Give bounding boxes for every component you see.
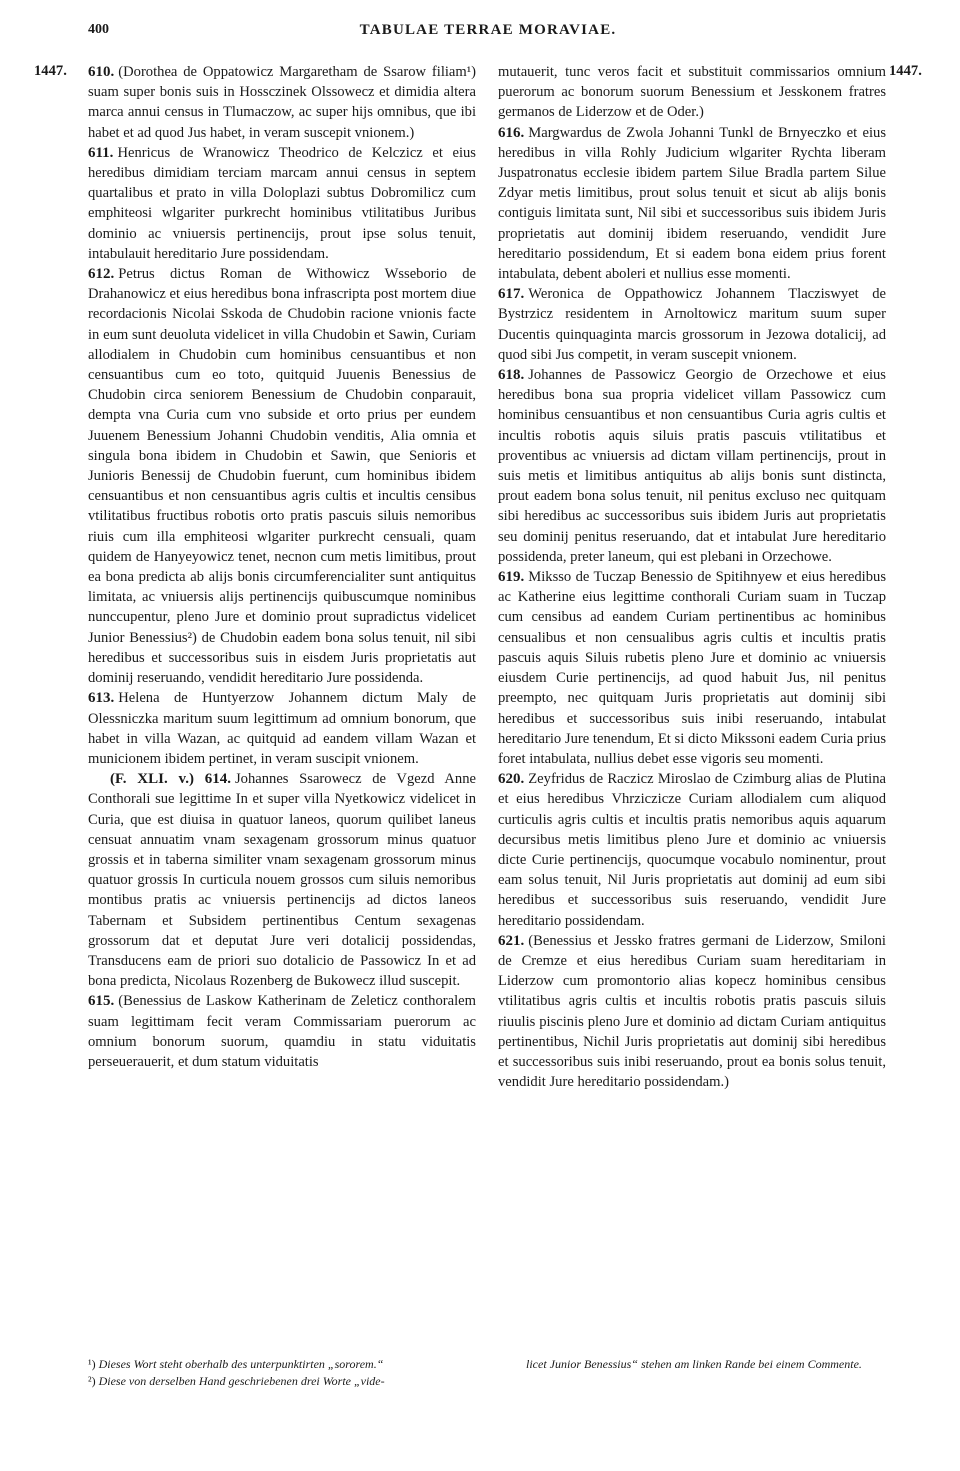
entry-text: mutauerit, tunc veros facit et substituit commissarios omnium puerorum ac bonorum suorum Benessium et Jesskonem fratres germanos de Liderzow et de Oder.)	[498, 64, 886, 121]
entry-text: (Benessius de Laskow Katherinam de Zeleticz conthoralem suam legittimam fecit veram Commissariam puerorum ac omnium bonorum suorum, quamdiu in statu viduitatis perseuerauerit, et dum statum viduitatis	[88, 993, 476, 1070]
entry-number: 612.	[88, 266, 115, 283]
entry-text: Johannes Ssarowecz de Vgezd Anne Conthorali sue legittime In et super villa Nyetkowicz videlicet in Curia, que est diuisa in quatuor laneos, quorum quilibet laneus censuat annuatim vnam sexagenam grossorum minus quatuor grossis et in taberna similiter vnam sexagenam grossorum minus quatuor grossis In curticula nouem grossos cum siluis nemoribus montibus pratis ac vniuersis pertinencijs ad dictos laneos Tabernam et Subsidem pertinentibus Centum sexagenas grossorum dat et deputat Jure veri dotalicij possidendas, Transducens eam de priori suo dotalicio de Passowicz In et ad bona predicta, Nicolaus Rozenberg de Bukowecz illud suscepit.	[88, 771, 476, 990]
footnote-2	[88, 1373, 476, 1390]
entry-text: (Dorothea de Oppatowicz Margaretham de Ssarow filiam¹) suam super bonis suis in Hossczinek Olssowecz et dimidia altera marca annui census in Tlumaczow, ac super hijs omnibus, que ibi habet et ad quod Jus habet, in veram suscepit vnionem.)	[88, 64, 476, 141]
entry-text: (Benessius et Jessko fratres germani de Liderzow, Smiloni de Cremze et eius heredibus Curiam suam hereditariam in Liderzow cum promontorio alias kopecz hominibus censibus vtilitatibus agris cultis et incultis robotis pratis pascuis siluis riuulis piscinis pleno Jure et dominio ad dictam Curiam antiquitus pertinentibus, Nichil Juris proprietatis aut dominij sibi heredibus et successoribus suis inibi reseruando, prout ea bonis solus tenuit, vendidit Jure hereditario possidendam.)	[498, 932, 886, 1091]
entry-text: Petrus dictus Roman de Withowicz Wsseborio de Drahanowicz et eius heredibus bona infrascripta post mortem diue recordacionis Nicolai Sskoda de Chudobin racione vnionis facte in eum sunt deuoluta videlicet in villa Chudobin et Sawin, Curiam allodialem in Chudobin cum hominibus censuantibus et non censuantibus cum eo toto, quitquid Juuenis Benessius de Chudobin circa seniorem Benessium de Chudobin conparauit, dempta vna Curia cum vno subside et orto prius per eundem Juuenem Benessium Johanni Chudobin venditis, Alia omnia et singula bona ibidem in Chudobin et Sawin, que Senioris et Junioris Benessij de Chudobin fuerunt, cum hominibus ibidem censuantibus et non censuantibus agris cultis et incultis censibus vtilitatibus fructibus robotis orto pratis pascuis siluis nemoribus riuis cum illa emphiteosi wlgariter purkrecht censuali, quam quidem de Hanyeyowicz tenet, necnon cum metis limitibus, prout ea bona predicta ab alijs bonis circumferencialiter sunt antiquitus limitata, ac vniuersis alijs pertinencijs quibuscumque nominibus nunccupentur, pleno Jure et dominio prout supradictus videlicet Junior Benessius²) de Chudobin eadem bona solus tenuit, nil sibi heredibus et successoribus suis in eisdem Juris proprietatis aut dominij reseruando, vendidit hereditario Jure possidenda.	[88, 266, 476, 687]
entry-613	[88, 688, 476, 769]
page-number: 400	[88, 22, 109, 37]
footnotes-left	[88, 1356, 476, 1390]
footnotes-right	[526, 1356, 886, 1373]
page-header	[88, 22, 888, 44]
entry-615	[88, 991, 476, 1072]
entry-text: Henricus de Wranowicz Theodrico de Kelczicz et eius heredibus dimidiam terciam marcam annui census in septem quartalibus et prato in villa Doloplazi subtus Dobromilicz cum emphiteosi wlgariter purkrecht hominibus vtilitatibus Juribus dominio ac vniuersis pertinencijs, prout ipse solus tenuit, intabulauit hereditario Jure possidendam.	[88, 144, 476, 262]
entry-text: Helena de Huntyerzow Johannem dictum Maly de Olessniczka maritum suum legittimum ad omnium bonorum, que habet in villa Wazan, ac quitquid ad eandem villam Wazan et municionem ibidem pertinet, in veram suscipit vnionem.	[88, 690, 476, 767]
entry-text: Margwardus de Zwola Johanni Tunkl de Brnyeczko et eius heredibus in villa Rohly Judicium wlgariter Rychta liberam Juspatronatus ecclesie ibidem partem Silue Bradla partem Silue Zdyar metis limitibus, prout solus tenuit et sicut ab alijs bonis contiguis limitata sunt, Nil sibi et successoribus suis ibidem Juris proprietatis aut dominij ibidem reseruando, vendidit Jure hereditario possidendum, Et si eadem bona eidem prius forent intabulata, debent aboleri et nullius esse momenti.	[498, 124, 886, 283]
year-marker-right: 1447.	[889, 63, 922, 79]
entry-621	[498, 931, 886, 1093]
entry-number: 620.	[498, 771, 525, 788]
footnote-text: Dieses Wort steht oberhalb des unterpunktirten „sororem.“	[98, 1357, 384, 1371]
entry-619	[498, 567, 886, 769]
entry-text: Weronica de Oppathowicz Johannem Tlacziswyet de Bystrzicz residentem in Arnoltowicz maritum suum super Ducentis quinquaginta marcis grossorum in Jezowa dotalicij, ad quod sibi Jus competit, in veram suscepit vnionem.	[498, 286, 886, 363]
footnote-2-continued	[526, 1356, 886, 1373]
entry-614	[88, 769, 476, 991]
year-marker-left: 1447.	[34, 63, 67, 79]
entry-617	[498, 284, 886, 365]
entry-number: 618.	[498, 367, 525, 384]
footnote-mark: ¹)	[88, 1357, 96, 1371]
footnote-text: licet Junior Benessius“ stehen am linken Rande bei einem Commente.	[526, 1357, 862, 1371]
entry-text: Miksso de Tuczap Benessio de Spitihnyew et eius heredibus ac Katherine eius legittime conthorali Curiam suam in Tuczap cum censibus ad eandem Curiam pertinentibus ac hominibus censualibus et non censualibus agris cultis et incultis pratis pascuis aquis Siluis rubetis pleno Jure et dominio ac vniuersis eiusdem Curie pertinencijs, ad quod habuit Jus, nil penitus preempto, nec quitquam Juris proprietatis aut dominij sibi heredibus et successoribus suis inibi reseruando, intabulat hereditario Jure tenendum, Et si dicto Mikssoni eadem Curia prius foret intabulata, nullius debet esse vigoris seu momenti.	[498, 569, 886, 767]
footnote-1	[88, 1356, 476, 1373]
entry-text: Zeyfridus de Raczicz Miroslao de Czimburg alias de Plutina et eius heredibus Vhrziczicze Curiam allodialem cum aliquod curticulis agris cultis et incultis pratis nemoribus aquis aquarum decursibus metis limitibus pleno Jure et dominio ac vniuersis dicte Curie pertinencijs, quocumque vocabulo nominentur, prout eam solus tenuit, Nil Juris proprietatis aut dominij ad eum sibi heredibus et successoribus suis reseruando, vendidit Jure hereditario possidendam.	[498, 771, 886, 929]
entry-number: (F. XLI. v.) 614.	[110, 771, 231, 788]
entry-number: 613.	[88, 690, 115, 707]
running-title: TABULAE TERRAE MORAVIAE.	[359, 22, 617, 38]
footnote-text: Diese von derselben Hand geschriebenen drei Worte „vide-	[98, 1374, 385, 1388]
entry-number: 611.	[88, 144, 114, 161]
entry-number: 610.	[88, 64, 115, 80]
entry-number: 619.	[498, 569, 525, 586]
entry-number: 616.	[498, 124, 525, 141]
entry-611	[88, 143, 476, 264]
entry-620	[498, 769, 886, 931]
entry-number: 615.	[88, 993, 115, 1010]
left-column	[88, 62, 476, 1072]
entry-612	[88, 264, 476, 688]
entry-618	[498, 365, 886, 567]
right-column	[498, 62, 886, 1092]
entry-number: 617.	[498, 286, 525, 303]
entry-text: Johannes de Passowicz Georgio de Orzechowe et eius heredibus bona sua propria videlicet villam Passowicz cum hominibus censuantibus et non censuantibus Curia agris cultis et incultis robotis aquis siluis pratis pascuis vtilitatibus et proventibus ac vniuersis ad dictam villam pertinencijs, prout in suis metis et limitibus antiquitus ab alijs bonis sunt distincta, prout eadem bona solus tenuit, nil penitus excluso nec quitquam sibi heredibus ac successoribus suis ibidem Juris aut proprietatis seu dominij penitus reseruando, dat et intabulat Jure hereditario possidenda, preter laneum, qui est plebani in Orzechowe.	[498, 367, 886, 565]
footnote-mark: ²)	[88, 1374, 96, 1388]
entry-610	[88, 62, 476, 143]
entry-615-continued	[498, 62, 886, 123]
entry-616	[498, 123, 886, 285]
entry-number: 621.	[498, 932, 525, 949]
